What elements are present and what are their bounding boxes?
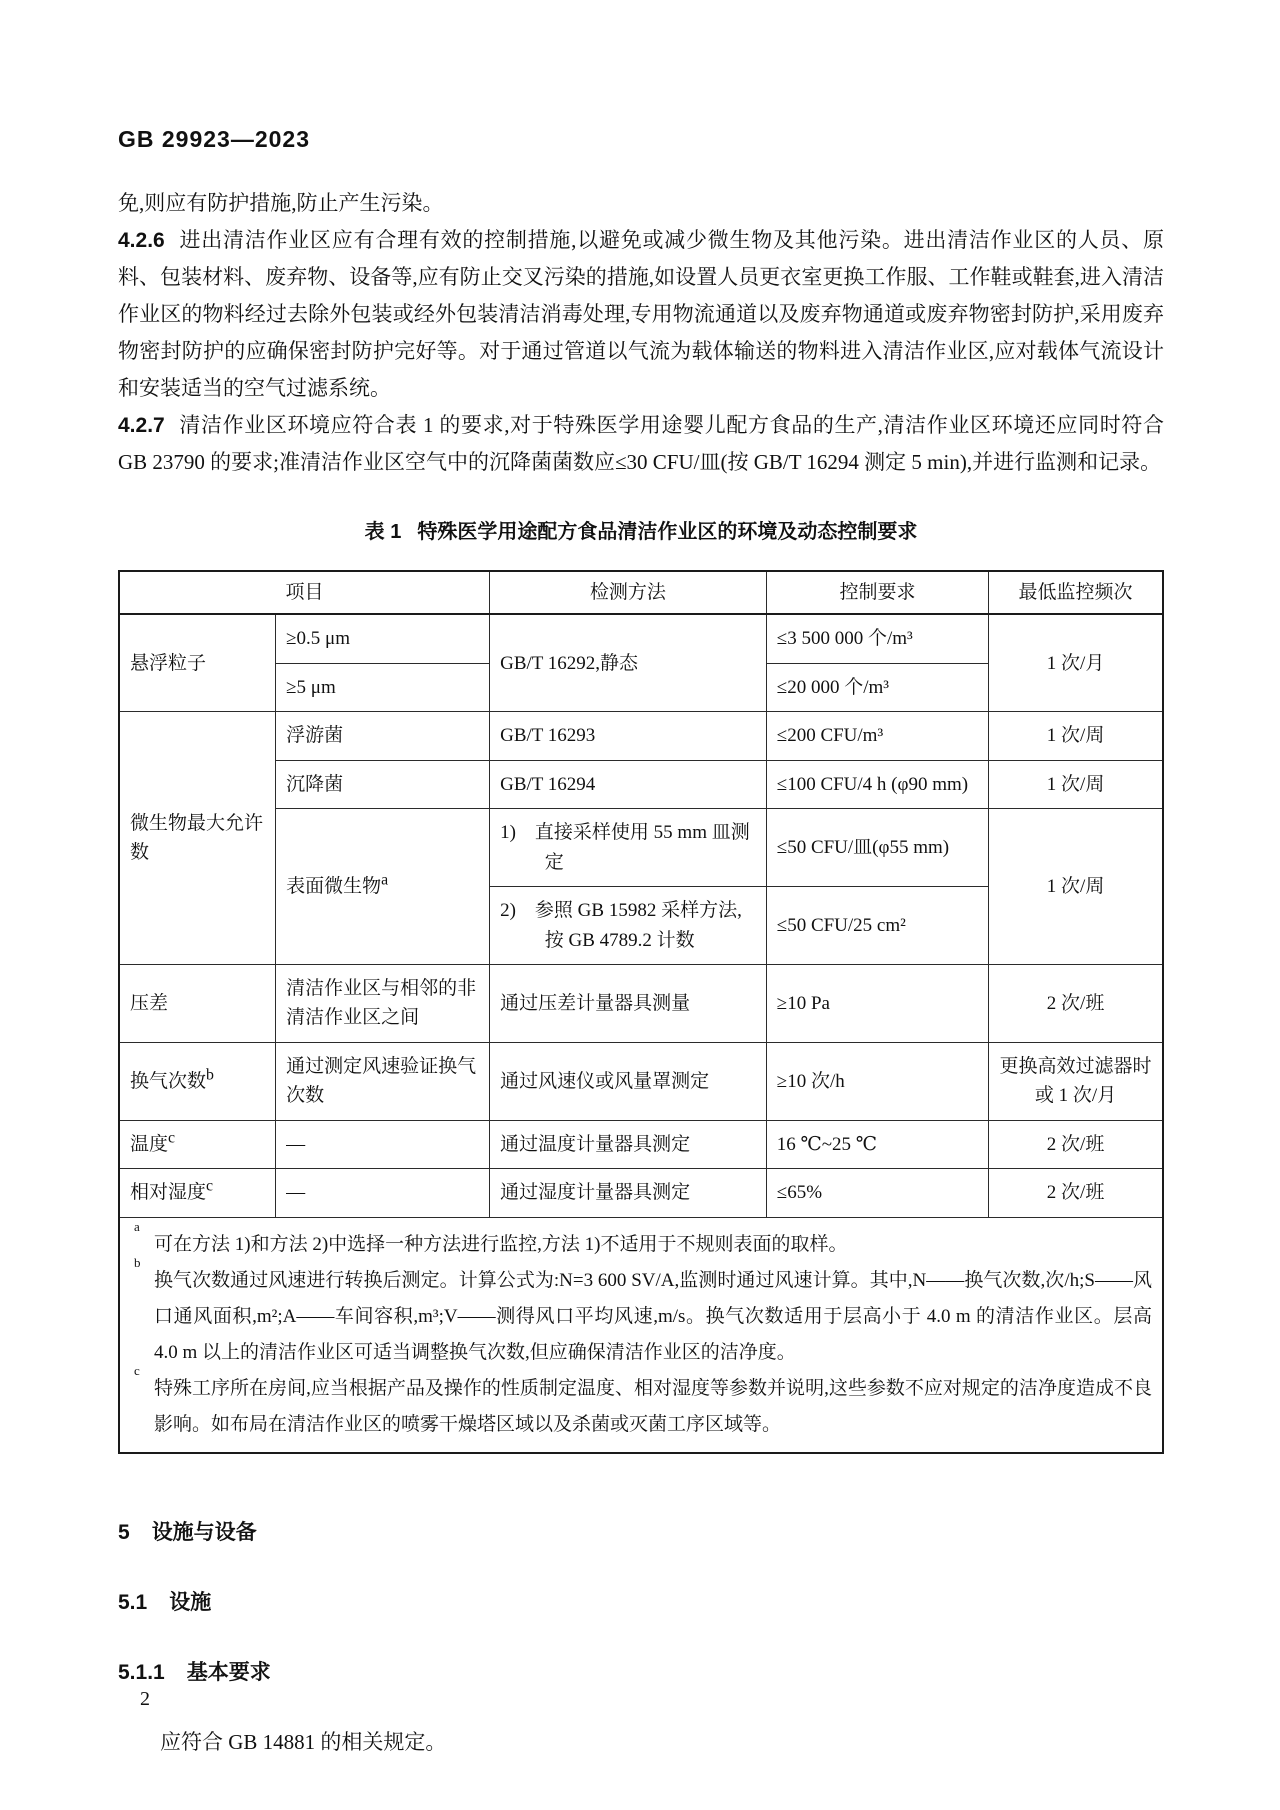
footnote-marker-c: c	[206, 1177, 214, 1195]
table-row	[119, 760, 1163, 808]
footnote-text: 换气次数通过风速进行转换后测定。计算公式为:N=3 600 SV/A,监测时通过风速计算。其中,N——换气次数,次/h;S——风口通风面积,m²;A——车间容积,m³;V——测得风口平均风速,m/s。换气次数适用于层高小于 4.0 m 的清洁作业区。层高 4.0 m 以上的清洁作业区可适当调整换气次数,但应确保清洁作业区的洁净度。	[154, 1269, 1152, 1363]
table-cell	[490, 809, 767, 887]
column-header-requirement: 控制要求	[766, 571, 988, 614]
clause-number: 4.2.7	[118, 414, 165, 437]
table-cell	[119, 1120, 276, 1168]
section-heading-5-1-1	[118, 1656, 1164, 1686]
table-cell	[490, 887, 767, 965]
table-cell-text: 相对湿度	[130, 1182, 207, 1204]
table-cell: 1 次/周	[989, 760, 1163, 808]
table-cell: GB/T 16294	[490, 760, 767, 808]
footnote-b: b 换气次数通过风速进行转换后测定。计算公式为:N=3 600 SV/A,监测时通过风速计算。其中,N——换气次数,次/h;S——风口通风面积,m²;A——车间容积,m³;V——测得风口平均风速,m/s。换气次数适用于层高小于 4.0 m 的清洁作业区。层高 4.0 m 以上的清洁作业区可适当调整换气次数,但应确保清洁作业区的洁净度。	[134, 1254, 1152, 1363]
section-heading-5	[118, 1516, 1164, 1546]
table-cell: 2 次/班	[989, 964, 1163, 1042]
table-cell: 微生物最大允许数	[119, 712, 276, 965]
closing-paragraph: 应符合 GB 14881 的相关规定。	[160, 1729, 447, 1754]
table-cell: ≤200 CFU/m³	[766, 712, 988, 760]
table-cell	[276, 809, 490, 965]
table-cell: 更换高效过滤器时或 1 次/月	[989, 1042, 1163, 1120]
environment-control-table	[118, 570, 1164, 1454]
body-text	[118, 185, 1164, 481]
table-footnotes	[119, 1217, 1163, 1453]
table-cell: 2 次/班	[989, 1169, 1163, 1217]
table-cell: ≥0.5 μm	[276, 614, 490, 663]
clause-4-2-7	[118, 407, 1164, 481]
table-cell-text: 换气次数	[130, 1070, 207, 1092]
clause-text: 进出清洁作业区应有合理有效的控制措施,以避免或减少微生物及其他污染。进出清洁作业区的人员、原料、包装材料、废弃物、设备等,应有防止交叉污染的措施,如设置人员更衣室更换工作服、工作鞋或鞋套,进入清洁作业区的物料经过去除外包装或经外包装清洁消毒处理,专用物流通道以及废弃物通道或废弃物密封防护,采用废弃物密封防护的应确保密封防护完好等。对于通过管道以气流为载体输送的物料进入清洁作业区,应对载体气流设计和安装适当的空气过滤系统。	[118, 228, 1164, 400]
table-cell: —	[276, 1120, 490, 1168]
page-content	[118, 0, 1164, 1756]
column-header-frequency: 最低监控频次	[989, 571, 1163, 614]
table-cell: GB/T 16293	[490, 712, 767, 760]
table-row	[119, 1042, 1163, 1120]
table-cell: 沉降菌	[276, 760, 490, 808]
table-cell	[119, 1169, 276, 1217]
table-cell: 1 次/月	[989, 614, 1163, 711]
footnote-marker-c: c	[168, 1129, 176, 1147]
table-cell: ≥10 Pa	[766, 964, 988, 1042]
section-title: 设施与设备	[151, 1520, 257, 1544]
table-cell: 通过压差计量器具测量	[490, 964, 767, 1042]
table-cell-text: 温度	[130, 1133, 169, 1155]
clause-text: 清洁作业区环境应符合表 1 的要求,对于特殊医学用途婴儿配方食品的生产,清洁作业区环境还应同时符合 GB 23790 的要求;准清洁作业区空气中的沉降菌菌数应≤30 CFU/皿(按 GB/T 16294 测定 5 min),并进行监测和记录。	[118, 413, 1164, 474]
table-cell: 2 次/班	[989, 1120, 1163, 1168]
column-header-item: 项目	[119, 571, 490, 614]
table-footnote-row	[119, 1217, 1163, 1453]
section-title: 设施	[169, 1590, 212, 1614]
section-number: 5.1	[118, 1590, 148, 1614]
table-cell: ≤20 000 个/m³	[766, 663, 988, 711]
table-title	[118, 515, 1164, 544]
table-cell: 压差	[119, 964, 276, 1042]
table-cell: ≥10 次/h	[766, 1042, 988, 1120]
doc-number: GB 29923—2023	[118, 126, 311, 152]
table-cell: 清洁作业区与相邻的非清洁作业区之间	[276, 964, 490, 1042]
section-number: 5.1.1	[118, 1660, 165, 1684]
clause-4-2-6	[118, 222, 1164, 407]
table-cell: 通过湿度计量器具测定	[490, 1169, 767, 1217]
table-cell: 1 次/周	[989, 809, 1163, 965]
table-cell: 通过温度计量器具测定	[490, 1120, 767, 1168]
table-row	[119, 964, 1163, 1042]
table-cell: ≤65%	[766, 1169, 988, 1217]
footnote-marker-a: a	[381, 871, 389, 889]
table-cell: ≤50 CFU/25 cm²	[766, 887, 988, 965]
table-row	[119, 809, 1163, 887]
footnote-c: c 特殊工序所在房间,应当根据产品及操作的性质制定温度、相对湿度等参数并说明,这些参数不应对规定的洁净度造成不良影响。如布局在清洁作业区的喷雾干燥塔区域以及杀菌或灭菌工序区域等。	[134, 1362, 1152, 1435]
table-cell: 通过测定风速验证换气次数	[276, 1042, 490, 1120]
table-cell: 悬浮粒子	[119, 614, 276, 711]
table-title-text: 特殊医学用途配方食品清洁作业区的环境及动态控制要求	[417, 521, 918, 543]
table-cell: ≤3 500 000 个/m³	[766, 614, 988, 663]
footnote-text: 可在方法 1)和方法 2)中选择一种方法进行监控,方法 1)不适用于不规则表面的取样。	[154, 1233, 848, 1255]
clause-number: 4.2.6	[118, 229, 165, 252]
table-cell: 1 次/周	[989, 712, 1163, 760]
table-cell: ≥5 μm	[276, 663, 490, 711]
footnote-text: 特殊工序所在房间,应当根据产品及操作的性质制定温度、相对湿度等参数并说明,这些参数不应对规定的洁净度造成不良影响。如布局在清洁作业区的喷雾干燥塔区域以及杀菌或灭菌工序区域等。	[154, 1377, 1152, 1435]
table-cell: ≤50 CFU/皿(φ55 mm)	[766, 809, 988, 887]
table-cell: GB/T 16292,静态	[490, 614, 767, 711]
table-cell: 通过风速仪或风量罩测定	[490, 1042, 767, 1120]
table-cell-text: 表面微生物	[286, 875, 382, 897]
table-cell: —	[276, 1169, 490, 1217]
page-number: 2	[140, 1688, 150, 1710]
method-item: 2) 参照 GB 15982 采样方法,按 GB 4789.2 计数	[500, 900, 742, 951]
paragraph-continuation: 免,则应有防护措施,防止产生污染。	[118, 191, 444, 215]
table-row	[119, 614, 1163, 663]
table-header-row	[119, 571, 1163, 614]
table-row	[119, 712, 1163, 760]
section-title: 基本要求	[186, 1660, 271, 1684]
table-cell: ≤100 CFU/4 h (φ90 mm)	[766, 760, 988, 808]
footnote-a: a 可在方法 1)和方法 2)中选择一种方法进行监控,方法 1)不适用于不规则表面的取样。	[134, 1218, 848, 1255]
table-cell: 16 ℃~25 ℃	[766, 1120, 988, 1168]
table-title-number: 表 1	[364, 521, 402, 543]
table-row	[119, 1169, 1163, 1217]
section-heading-5-1	[118, 1586, 1164, 1616]
table-cell	[119, 1042, 276, 1120]
table-cell: 浮游菌	[276, 712, 490, 760]
method-item: 1) 直接采样使用 55 mm 皿测定	[500, 822, 750, 873]
footnote-marker-b: b	[206, 1066, 214, 1084]
section-number: 5	[118, 1520, 130, 1544]
column-header-method: 检测方法	[490, 571, 767, 614]
table-row	[119, 1120, 1163, 1168]
sections	[118, 1516, 1164, 1686]
